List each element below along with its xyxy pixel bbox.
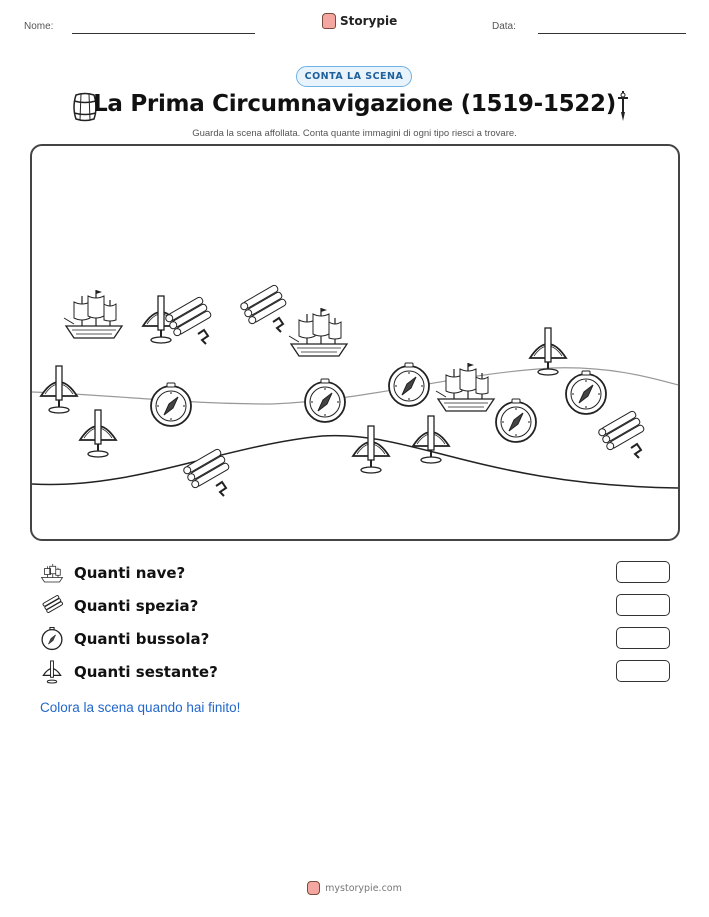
page-title: La Prima Circumnavigazione (1519-1522) [93,91,616,117]
date-field-line[interactable] [538,33,686,34]
scene-sextant-3 [80,410,116,457]
scene-spice-1 [164,296,211,344]
color-instruction: Colora la scena quando hai finito! [40,700,241,715]
scene-compass-4 [496,399,536,442]
answer-box-ship[interactable] [616,561,670,583]
scene-compass-5 [566,371,606,414]
storypie-logo-icon [322,13,336,29]
scene-ship-2 [289,308,347,356]
scene-ship-1 [64,290,122,338]
instructions: Guarda la scena affollata. Conta quante immagini di ogni tipo riesci a trovare. [192,128,517,139]
question-label: Quanti nave? [74,564,186,582]
question-row-spice [40,593,670,619]
scene-spice-4 [597,410,644,458]
question-label: Quanti sestante? [74,663,218,681]
scene-sextant-5 [413,416,449,463]
sword-icon [616,90,630,122]
question-row-sextant [40,659,670,685]
brand-logo [322,13,397,29]
scene-compass-1 [151,383,191,426]
scene-ship-3 [436,363,494,411]
name-label: Nome: [24,21,54,32]
scene-sextant-2 [41,366,77,413]
scene-compass-2 [305,379,345,422]
question-row-ship [40,560,670,586]
date-label: Data: [492,21,516,32]
question-label: Quanti spezia? [74,597,199,615]
answer-box-compass[interactable] [616,627,670,649]
answer-box-sextant[interactable] [616,660,670,682]
spice-bundle-icon [40,594,64,618]
scene-sextant-4 [353,426,389,473]
footer [0,881,709,895]
answer-box-spice[interactable] [616,594,670,616]
sextant-icon [40,660,64,684]
scene-compass-3 [389,363,429,406]
question-row-compass [40,626,670,652]
counting-scene [30,144,680,541]
footer-url[interactable]: mystorypie.com [325,882,402,894]
storypie-logo-icon [307,881,320,895]
activity-badge: CONTA LA SCENA [296,66,412,87]
ship-icon [40,561,64,585]
brand-name: Storypie [340,14,398,28]
scene-spice-2 [239,284,286,332]
compass-icon [40,627,64,651]
name-field-line[interactable] [72,33,255,34]
question-label: Quanti bussola? [74,630,210,648]
